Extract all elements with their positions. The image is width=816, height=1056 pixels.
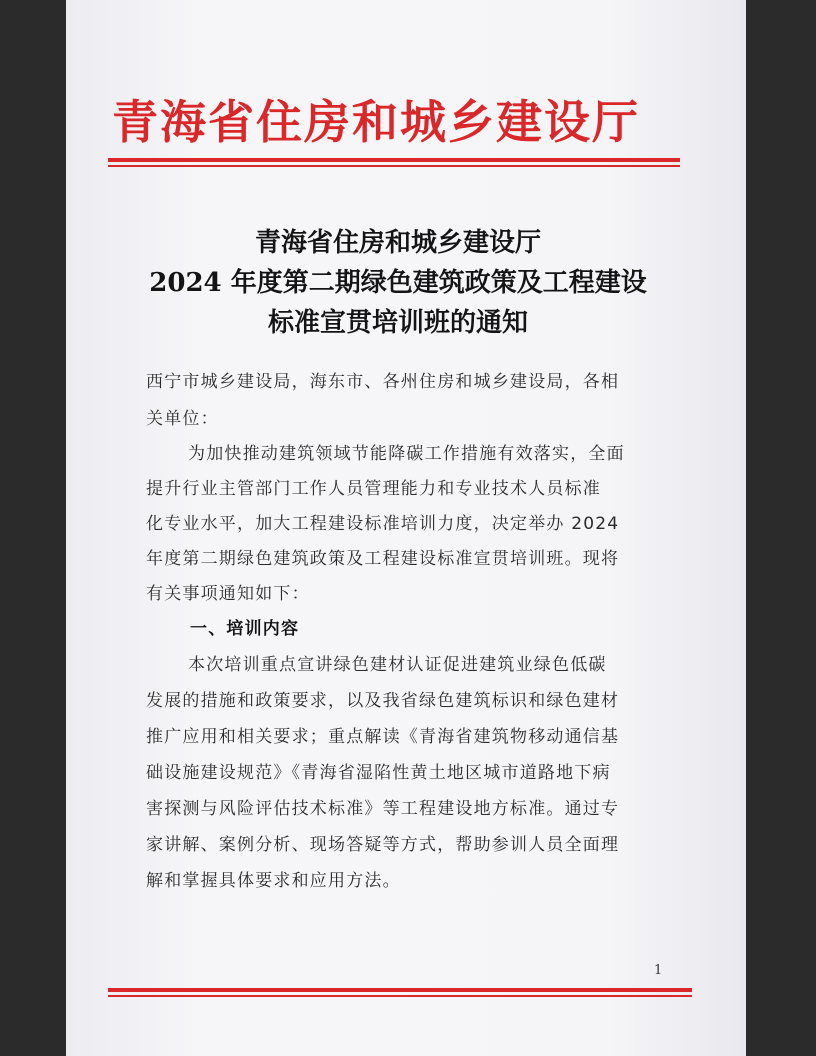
section-line: 家讲解、案例分析、现场答疑等方式，帮助参训人员全面理 (146, 835, 620, 855)
notice-title-line-1: 青海省住房和城乡建设厅 (254, 228, 541, 258)
intro-line: 化专业水平，加大工程建设标准培训力度，决定举办 2024 (146, 514, 620, 534)
section-line: 础设施建设规范》《青海省湿陷性黄土地区城市道路地下病 (146, 763, 611, 783)
section-line: 解和掌握具体要求和应用方法。 (146, 871, 401, 891)
section-line: 害探测与风险评估技术标准》等工程建设地方标准。通过专 (146, 799, 620, 819)
letterhead-red-rule-thin (108, 165, 680, 167)
footer-red-rule-thin (108, 995, 692, 997)
section-line: 发展的措施和政策要求，以及我省绿色建筑标识和绿色建材 (146, 691, 620, 711)
page-number: 1 (654, 963, 663, 978)
addressee-line-1: 西宁市城乡建设局，海东市、各州住房和城乡建设局，各相 (146, 372, 620, 392)
section-line: 本次培训重点宣讲绿色建材认证促进建筑业绿色低碳 (188, 655, 607, 675)
intro-line: 提升行业主管部门工作人员管理能力和专业技术人员标准 (146, 479, 601, 499)
section-heading: 一、培训内容 (190, 619, 300, 639)
intro-line: 为加快推动建筑领域节能降碳工作措施有效落实，全面 (188, 444, 625, 464)
notice-title-line-2: 2024 年度第二期绿色建筑政策及工程建设 (149, 268, 647, 298)
letterhead-red-rule-thick (108, 158, 680, 162)
letterhead: 青海省住房和城乡建设厅 (112, 95, 640, 149)
addressee-line-2: 关单位： (146, 409, 219, 429)
intro-line: 有关事项通知如下： (146, 584, 310, 604)
intro-line: 年度第二期绿色建筑政策及工程建设标准宣贯培训班。现将 (146, 549, 620, 569)
section-line: 推广应用和相关要求；重点解读《青海省建筑物移动通信基 (146, 727, 620, 747)
notice-title-line-3: 标准宣贯培训班的通知 (267, 308, 528, 338)
footer-red-rule-thick (108, 988, 692, 992)
